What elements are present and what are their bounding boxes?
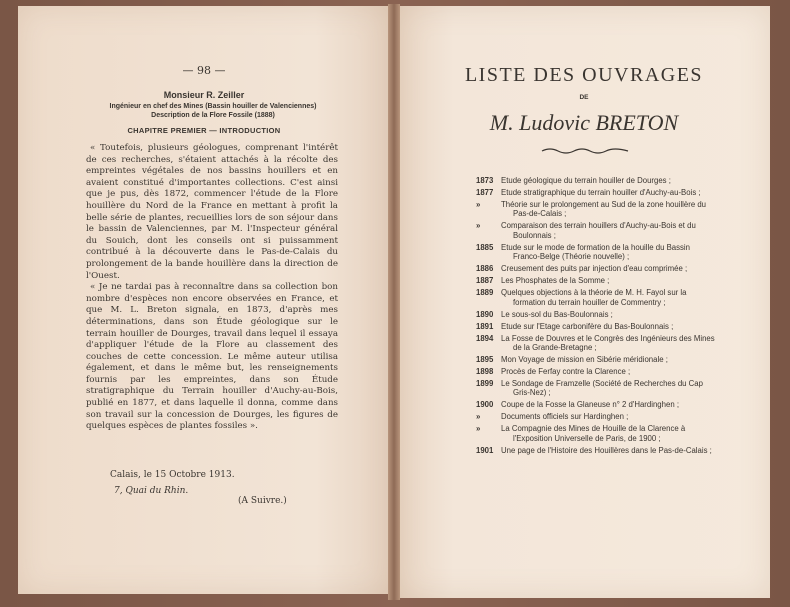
work-title: Le Sondage de Framzelle (Société de Recherches du Cap Gris-Nez) ;	[501, 379, 703, 398]
work-title: Quelques objections à la théorie de M. H. Fayol sur la formation du terrain houiller de Commentry ;	[501, 288, 687, 307]
author-description: Description de la Flore Fossile (1888)	[151, 112, 275, 119]
work-item	[476, 276, 716, 285]
title-de: DE	[579, 94, 589, 101]
work-title: Creusement des puits par injection d'eau comprimée ;	[501, 264, 688, 274]
signature-place: Calais, le 15 Octobre 1913.	[110, 470, 235, 480]
work-item	[476, 412, 716, 421]
work-item	[476, 334, 716, 353]
work-item	[476, 176, 716, 185]
work-title: Etude stratigraphique du terrain houiller d'Auchy-au-Bois ;	[501, 188, 701, 197]
work-year: 1889	[476, 288, 494, 298]
work-year: 1901	[476, 445, 494, 455]
work-title: Mon Voyage de mission en Sibérie méridionale ;	[501, 355, 668, 365]
work-year: »	[476, 424, 481, 434]
work-item	[476, 379, 716, 398]
work-title: La Fosse de Douvres et le Congrès des Ingénieurs des Mines de la Grande-Bretagne ;	[501, 333, 715, 353]
list-title: LISTE DES OUVRAGES	[464, 64, 704, 86]
author-role: Ingénieur en chef des Mines (Bassin houiller de Valenciennes)	[109, 103, 317, 110]
ornament-rule-icon	[540, 146, 630, 156]
work-year: 1899	[476, 379, 494, 389]
work-year: »	[476, 200, 481, 209]
work-title: Une page de l'Histoire des Houillères dans le Pas-de-Calais ;	[501, 445, 712, 455]
page-number: — 98 —	[182, 64, 226, 77]
signature-address: 7, Quai du Rhin.	[114, 486, 189, 496]
work-item	[476, 264, 716, 273]
work-item	[476, 243, 716, 262]
work-year: 1895	[476, 355, 494, 365]
work-year: »	[476, 412, 481, 422]
work-year: 1885	[476, 242, 494, 252]
work-year: 1894	[476, 333, 494, 343]
work-title: Etude géologique du terrain houiller de Dourges ;	[501, 176, 671, 185]
work-item	[476, 322, 716, 331]
work-item	[476, 367, 716, 376]
work-title: Procès de Ferfay contre la Clarence ;	[501, 367, 631, 377]
work-title: Le sous-sol du Bas-Boulonnais ;	[501, 309, 613, 319]
left-page	[18, 6, 390, 594]
author-name: M. Ludovic BRETON	[489, 110, 679, 135]
work-title: Les Phosphates de la Somme ;	[501, 276, 610, 286]
works-list	[476, 176, 716, 458]
work-item	[476, 221, 716, 240]
work-item	[476, 200, 716, 219]
work-year: 1898	[476, 367, 494, 377]
work-title: Coupe de la Fosse la Glaneuse n° 2 d'Hardinghen ;	[501, 400, 679, 410]
work-title: Documents officiels sur Hardinghen ;	[501, 412, 629, 422]
work-year: 1873	[476, 176, 494, 185]
work-item	[476, 446, 716, 455]
work-item	[476, 188, 716, 197]
work-year: 1891	[476, 321, 494, 331]
body-text	[86, 143, 338, 433]
work-title: La Compagnie des Mines de Houille de la Clarence à l'Exposition Universelle de Paris, de 1900 ;	[501, 424, 686, 443]
work-item	[476, 310, 716, 319]
work-year: 1887	[476, 276, 494, 286]
paragraph: « Toutefois, plusieurs géologues, comprenant l'intérêt de ces recherches, s'étaient attachés à la récolte des empreintes végétales de nos bassins houillers et en avaient constitué d'importantes collections. C'est ainsi que je pus, dès 1872, commencer l'étude de la Flore houillère du Nord de la France en mettant à profit la belle série de plantes, recueillies lors de son séjour dans le bassin de Valenciennes, par M. l'Inspecteur général du Souich, dont les conseils ont si puissamment contribué à la découverte dans le Pas-de-Calais du prolongement de la bande houillère dans la direction de l'Ouest.	[86, 143, 338, 281]
to-be-continued: (A Suivre.)	[238, 496, 287, 506]
work-item	[476, 355, 716, 364]
work-year: 1886	[476, 264, 494, 274]
chapter-heading: CHAPITRE PREMIER — INTRODUCTION	[127, 126, 281, 135]
author-heading: Monsieur R. Zeiller	[163, 90, 245, 100]
work-title: Etude sur l'Etage carbonifère du Bas-Boulonnais ;	[501, 321, 674, 331]
work-year: »	[476, 221, 481, 231]
work-item	[476, 288, 716, 307]
paragraph: « Je ne tardai pas à reconnaître dans sa collection bon nombre d'espèces non encore observées en France, et que M. L. Breton signala, en 1873, d'après mes déterminations, dans son Étude géologique sur le terrain houiller de Dourges, travail dans lequel il essaya d'appliquer l'étude de la Flore au classement des couches de cette concession. Le même auteur utilisa également, et dans le même but, les renseignements fournis par les empreintes, dans son Étude stratigraphique du Terrain houiller d'Auchy-au-Bois, publié en 1877, et dans laquelle il donna, comme dans son travail sur la concession de Dourges, les figures de quelques espèces de plantes fossiles ».	[86, 282, 338, 432]
work-title: Théorie sur le prolongement au Sud de la zone houillère du Pas-de-Calais ;	[501, 200, 707, 219]
work-item	[476, 424, 716, 443]
work-item	[476, 400, 716, 409]
work-year: 1900	[476, 400, 494, 410]
work-title: Etude sur le mode de formation de la houille du Bassin Franco-Belge (Théorie nouvelle) ;	[501, 242, 690, 262]
work-year: 1890	[476, 309, 494, 319]
work-title: Comparaison des terrain houillers d'Auchy-au-Bois et du Boulonnais ;	[501, 221, 696, 240]
work-year: 1877	[476, 188, 494, 197]
